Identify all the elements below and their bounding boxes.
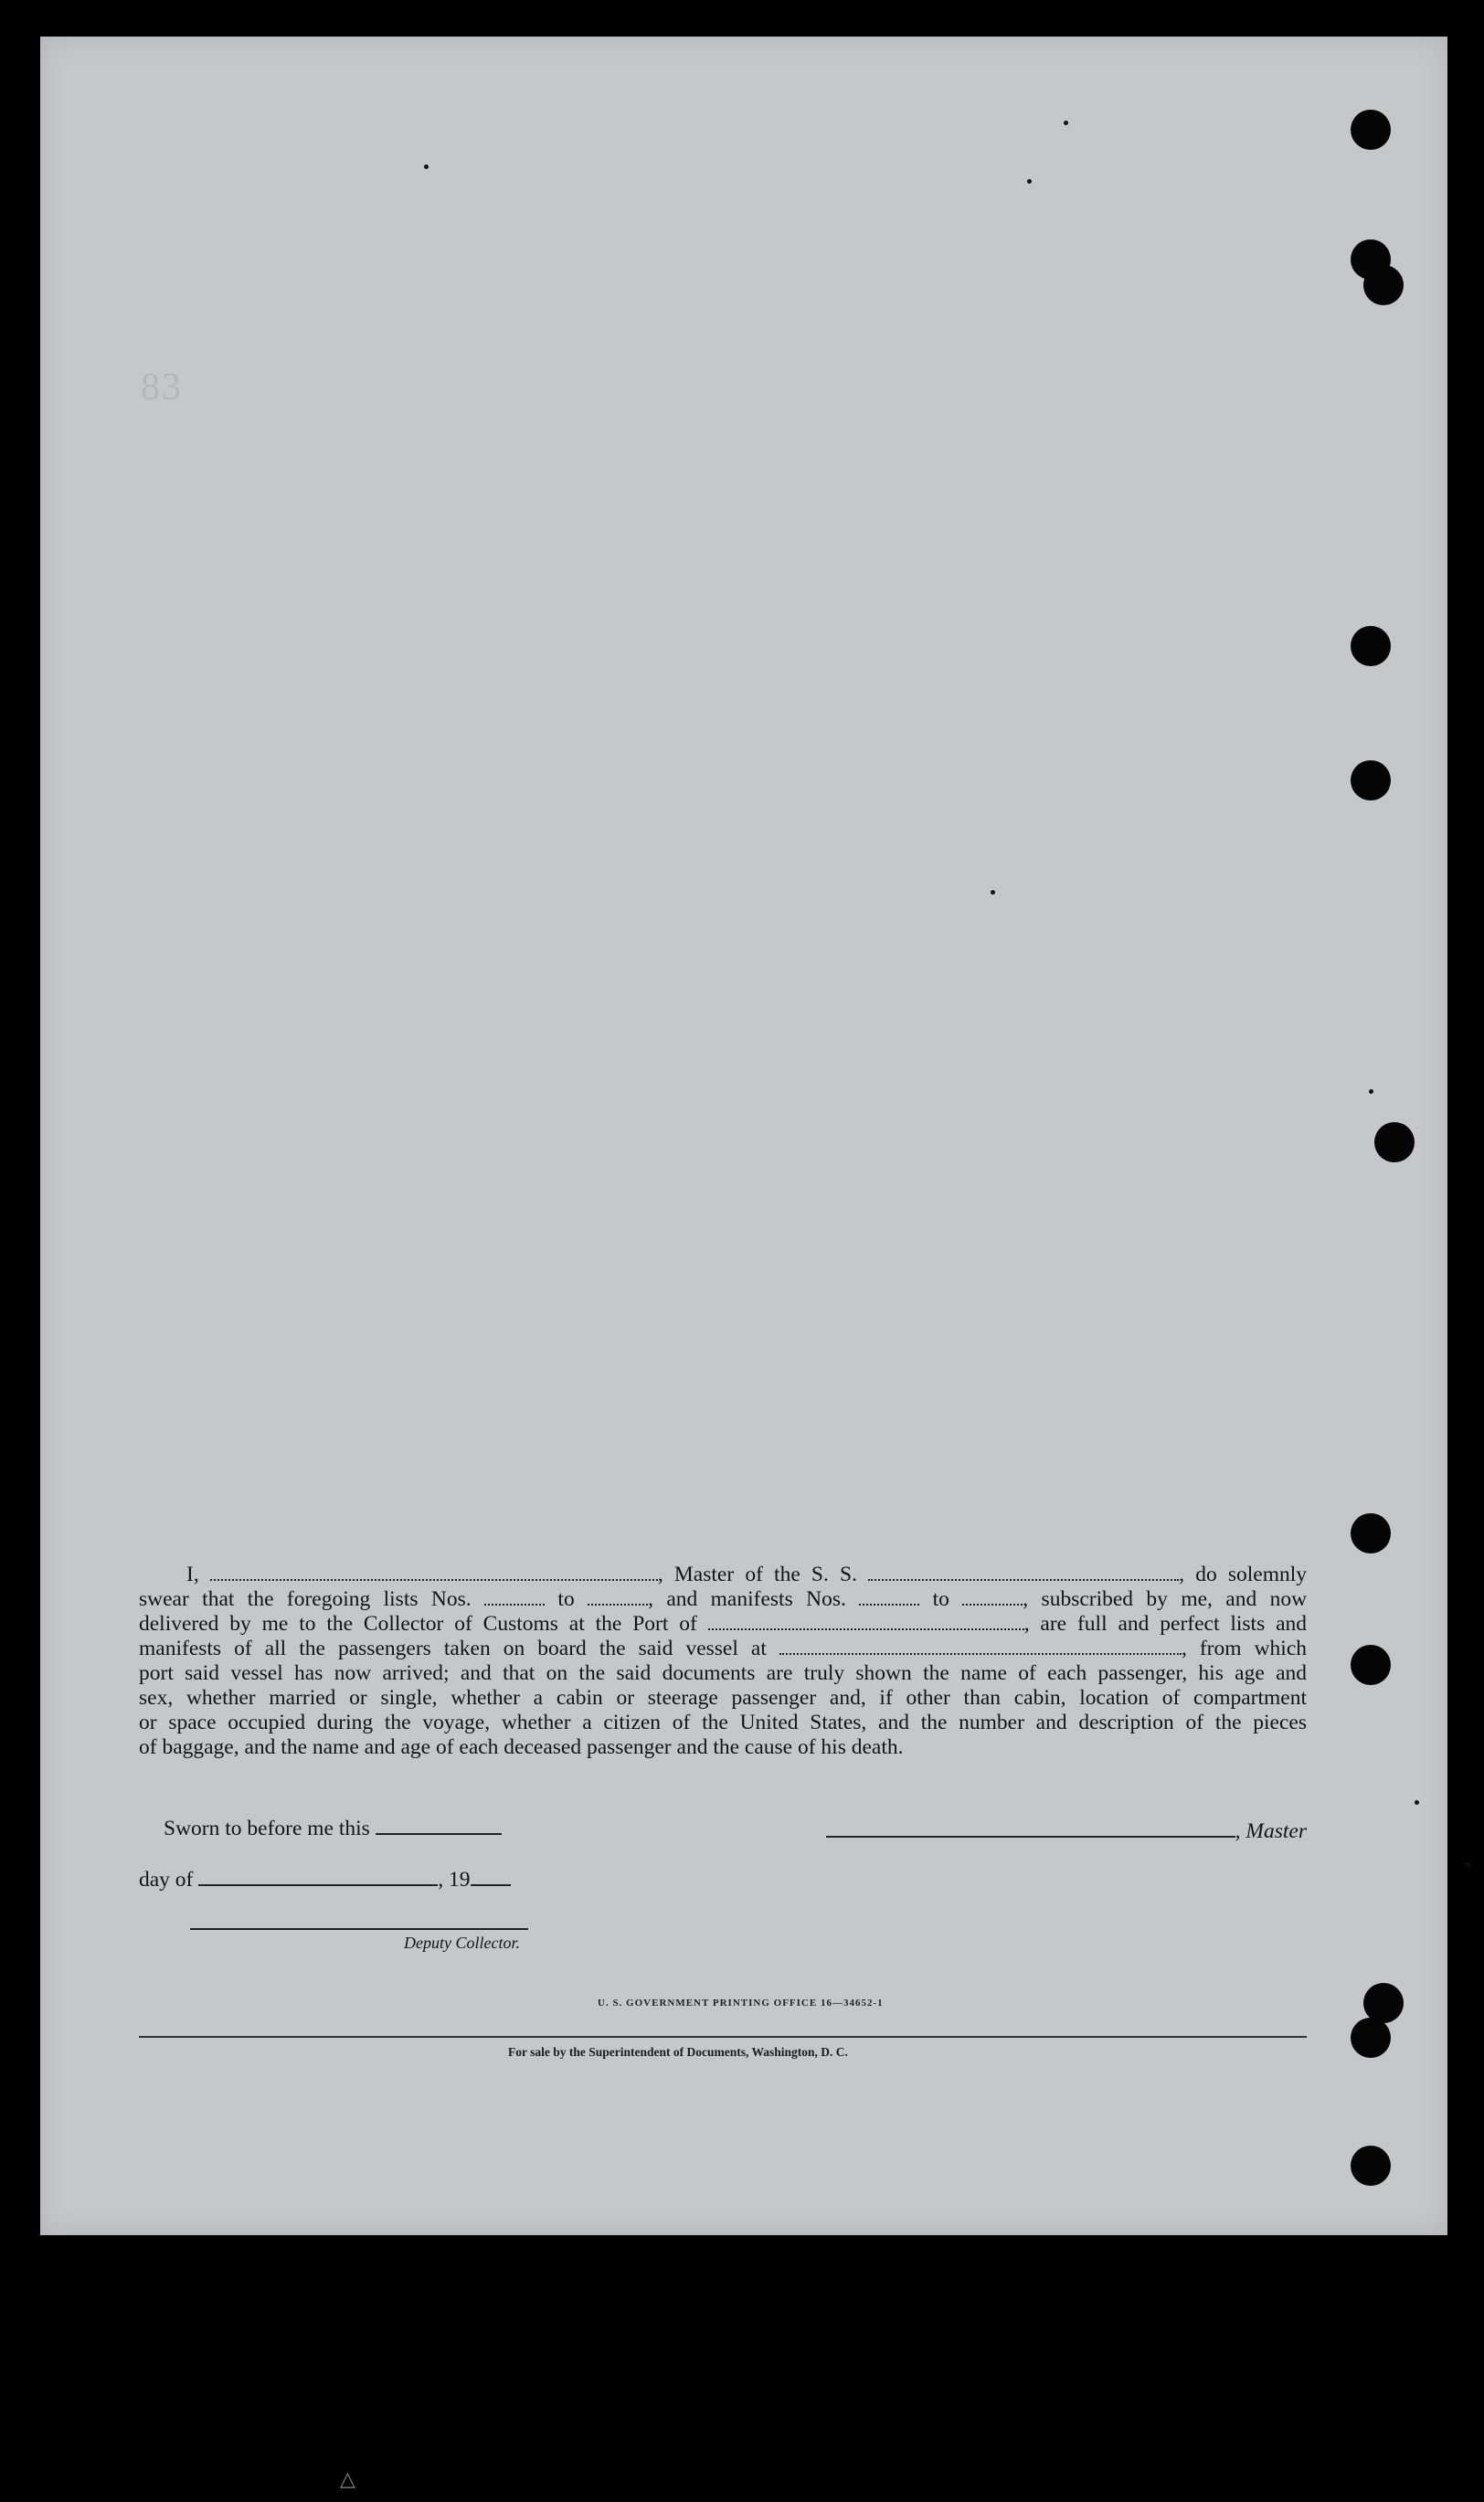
binder-hole xyxy=(1363,265,1404,305)
oath-paragraph xyxy=(139,1563,1307,1760)
binder-hole xyxy=(1351,626,1391,666)
corner-mark: △ xyxy=(340,2467,355,2490)
oath-line-6: sex, whether married or single, whether a cabin or steerage passenger and, if other than cabin, location of compartment xyxy=(139,1686,1307,1710)
binder-hole xyxy=(1351,1645,1391,1685)
sworn-date-blank xyxy=(376,1817,502,1835)
binder-hole xyxy=(1351,2146,1391,2186)
binder-hole xyxy=(1351,2018,1391,2058)
speck xyxy=(1064,121,1068,125)
manifest-from-blank xyxy=(859,1587,919,1606)
ship-name-blank xyxy=(868,1563,1179,1581)
list-to-blank xyxy=(588,1587,648,1606)
oath-line-3: delivered by me to the Collector of Customs at the Port of , are full and perfect lists and xyxy=(139,1612,1308,1636)
oath-line-5: port said vessel has now arrived; and that on the said documents are truly shown the name of each passenger, his age and xyxy=(139,1661,1307,1685)
oath-line-4: manifests of all the passengers taken on board the said vessel at , from which xyxy=(139,1637,1307,1660)
deputy-signature-line xyxy=(190,1928,528,1930)
master-signature-line: , Master xyxy=(826,1819,1307,1844)
master-name-blank xyxy=(210,1563,658,1581)
manifest-to-blank xyxy=(962,1587,1023,1606)
oath-line-8: of baggage, and the name and age of each deceased passenger and the cause of his death. xyxy=(139,1735,904,1759)
deputy-collector-label: Deputy Collector. xyxy=(404,1934,520,1952)
departure-port-blank xyxy=(779,1637,1182,1655)
year-blank xyxy=(471,1868,511,1886)
binder-hole xyxy=(1351,110,1391,150)
speck xyxy=(424,164,429,169)
speck xyxy=(1369,1089,1373,1094)
printer-line: U. S. GOVERNMENT PRINTING OFFICE 16—34652-1 xyxy=(598,1998,884,2009)
speck xyxy=(991,890,995,895)
binder-hole xyxy=(1351,1513,1391,1553)
speck xyxy=(1027,179,1032,184)
oath-line-1: I, , Master of the S. S. , do solemnly xyxy=(186,1563,1308,1586)
faded-page-number: 83 xyxy=(141,366,183,408)
month-blank xyxy=(198,1868,438,1886)
master-signature-blank xyxy=(826,1819,1235,1838)
binder-hole xyxy=(1351,760,1391,800)
port-blank xyxy=(708,1612,1024,1630)
binder-hole xyxy=(1374,1122,1415,1162)
list-from-blank xyxy=(484,1587,545,1606)
signature-area xyxy=(139,1808,1307,1963)
sworn-line: Sworn to before me this xyxy=(164,1817,502,1841)
document-sheet xyxy=(40,37,1447,2235)
oath-line-2: swear that the foregoing lists Nos. to , and manifests Nos. to , subscribed by me, and now xyxy=(139,1587,1308,1611)
footer-rule xyxy=(139,2036,1307,2038)
day-of-line: day of , 19 xyxy=(139,1868,511,1892)
speck xyxy=(1415,1800,1419,1805)
speck xyxy=(1466,1862,1470,1867)
sale-notice: For sale by the Superintendent of Documents, Washington, D. C. xyxy=(508,2045,848,2059)
oath-line-7: or space occupied during the voyage, whether a citizen of the United States, and the number and description of the pieces xyxy=(139,1711,1307,1734)
